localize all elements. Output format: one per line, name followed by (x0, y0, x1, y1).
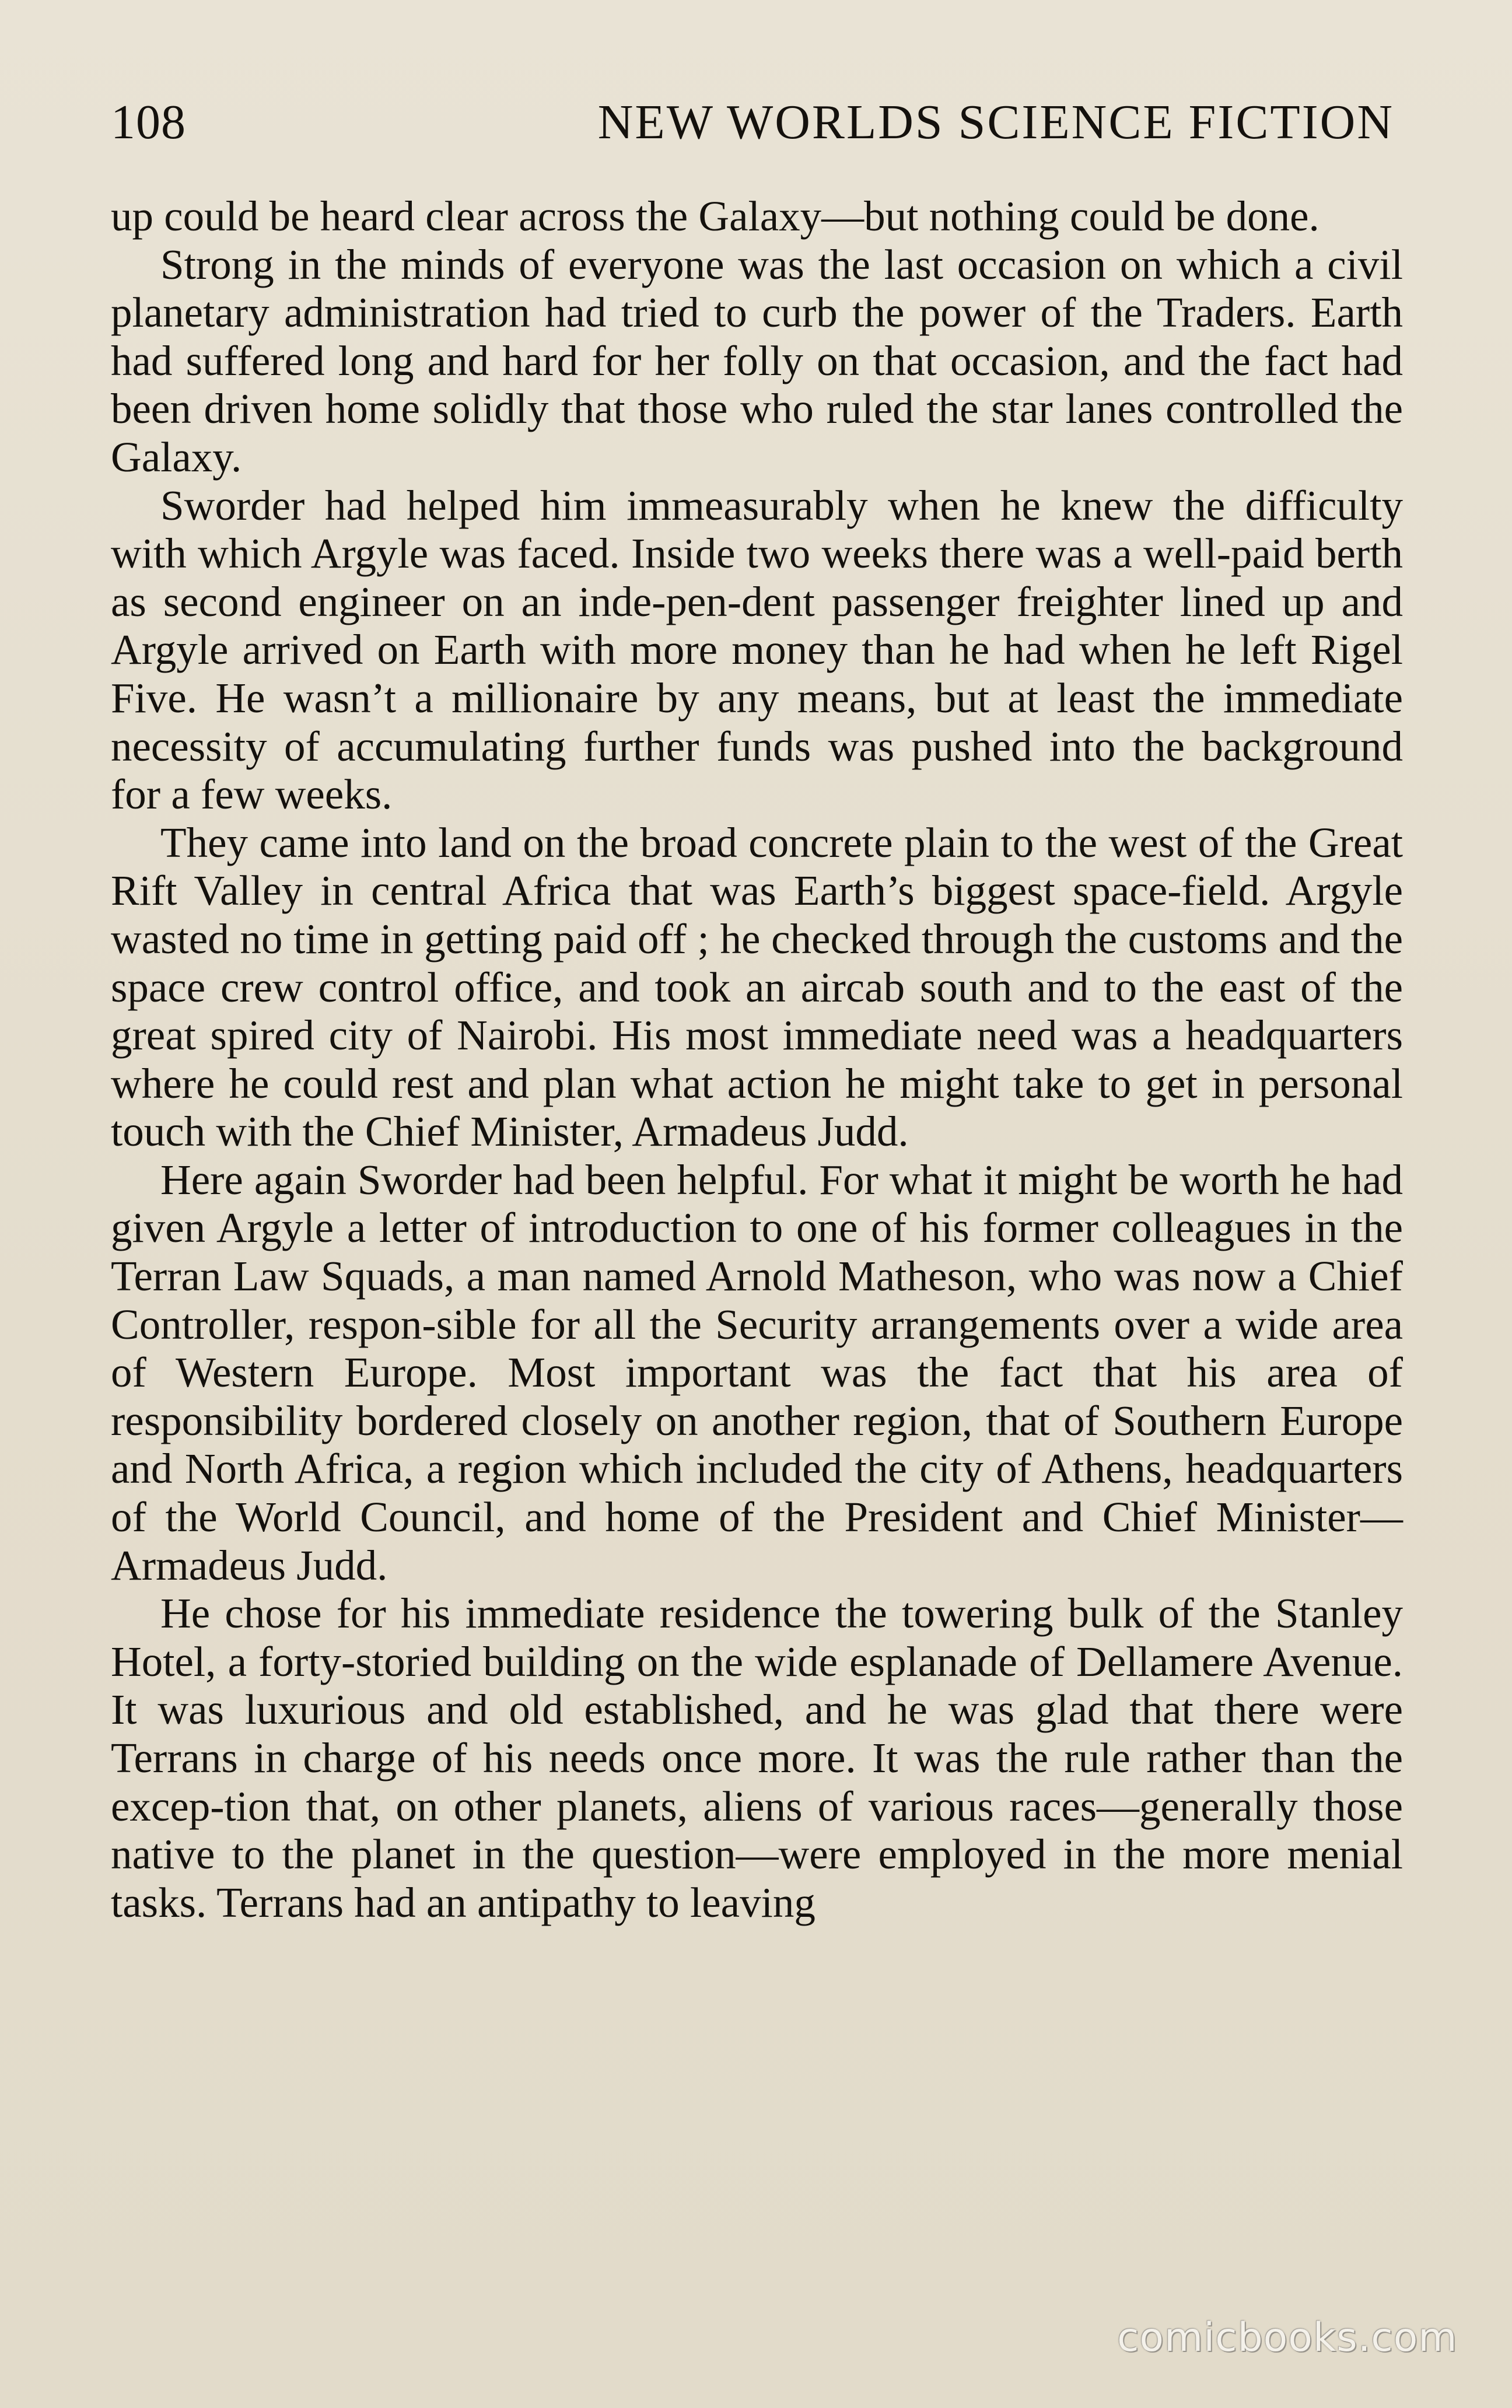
watermark: comicbooks.com (1117, 2315, 1458, 2361)
paragraph: They came into land on the broad concrete plain to the west of the Great Rift Valley in central Africa that was Earth’s biggest space-field. Argyle wasted no time in getting paid off ; he checked through the customs and the space crew control office, and took an aircab south and to the east of the great spired city of Nairobi. His most immediate need was a headquarters where he could rest and plan what action he might take to get in personal touch with the Chief Minister, Armadeus Judd. (111, 818, 1403, 1156)
page-header (111, 88, 1394, 158)
paragraph: Here again Sworder had been helpful. For what it might be worth he had given Argyle a letter of introduction to one of his former colleagues in the Terran Law Squads, a man named Arnold Matheson, who was now a Chief Controller, respon-sible for all the Security arrangements over a wide area of Western Europe. Most important was the fact that his area of responsibility bordered closely on another region, that of Southern Europe and North Africa, a region which included the city of Athens, headquarters of the World Council, and home of the President and Chief Minister—Armadeus Judd. (111, 1156, 1403, 1589)
page-number: 108 (111, 95, 186, 149)
paragraph: up could be heard clear across the Galaxy—but nothing could be done. (111, 192, 1320, 240)
paragraph: Strong in the minds of everyone was the last occasion on which a civil planetary administration had tried to curb the power of the Traders. Earth had suffered long and hard for her folly on that occasion, and the fact had been driven home solidly that those who ruled the star lanes controlled the Galaxy. (111, 240, 1403, 481)
running-title: NEW WORLDS SCIENCE FICTION (597, 95, 1394, 149)
body-text (111, 192, 1403, 1927)
paragraph: Sworder had helped him immeasurably when he knew the difficulty with which Argyle was faced. Inside two weeks there was a well-paid berth as second engineer on an inde-pen-dent passenger freighter lined up and Argyle arrived on Earth with more money than he had when he left Rigel Five. He wasn’t a millionaire by any means, but at least the immediate necessity of accumulating further funds was pushed into the background for a few weeks. (111, 481, 1403, 818)
paragraph: He chose for his immediate residence the towering bulk of the Stanley Hotel, a forty-storied building on the wide esplanade of Dellamere Avenue. It was luxurious and old established, and he was glad that there were Terrans in charge of his needs once more. It was the rule rather than the excep-tion that, on other planets, aliens of various races—generally those native to the planet in the question—were employed in the more menial tasks. Terrans had an antipathy to leaving (111, 1590, 1403, 1926)
